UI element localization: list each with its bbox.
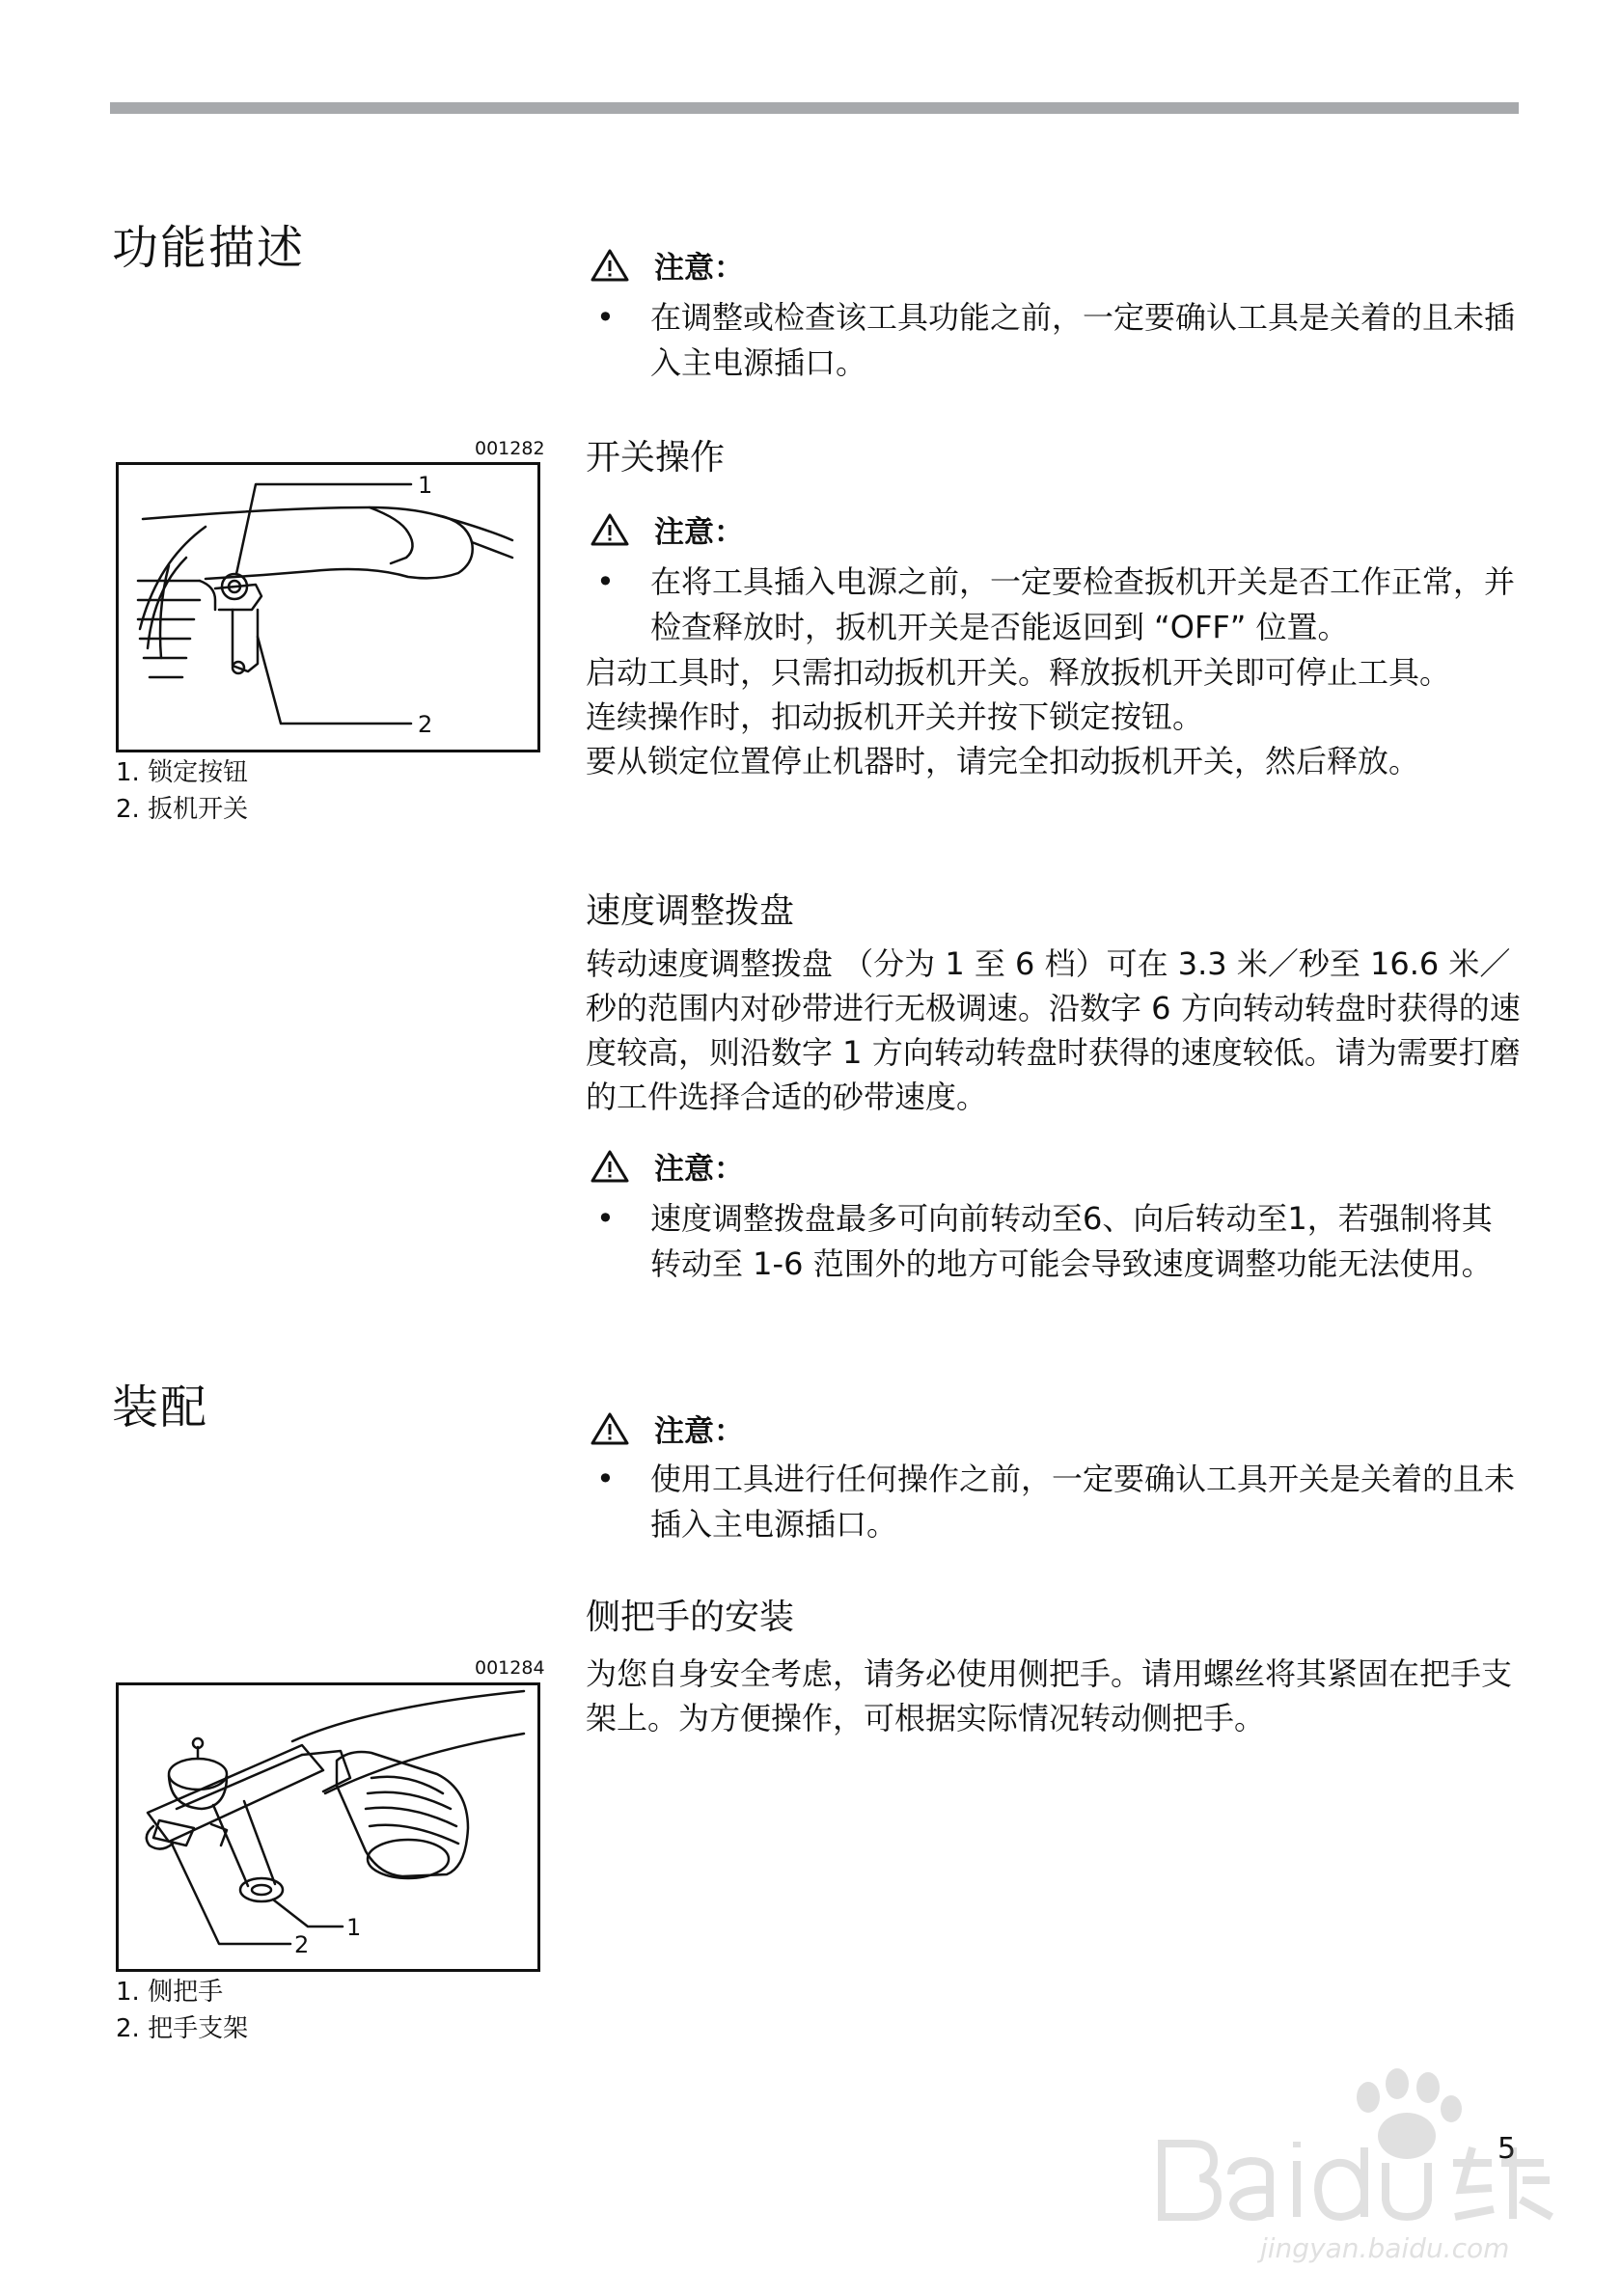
subsection-title-side-grip: 侧把手的安装 — [586, 1598, 795, 1637]
caution-heading-1 — [591, 243, 744, 287]
speed-dial-paragraph — [586, 942, 1522, 1119]
side-grip-text: 为您自身安全考虑，请务必使用侧把手。请用螺丝将其紧固在把手支架上。为方便操作，可根据实际情况转动侧把手。 — [586, 1655, 1513, 1736]
callout-number-1: 1 — [346, 1914, 362, 1941]
figure-code-1: 001282 — [475, 438, 545, 459]
caution-label: 注意： — [654, 1152, 744, 1187]
caution-bullet-3 — [591, 1196, 1523, 1287]
caption-lock-button: 1. 锁定按钮 — [116, 758, 249, 787]
figure-switch-illustration — [116, 462, 540, 752]
caution-text-2: 在将工具插入电源之前，一定要检查扳机开关是否工作正常，并检查释放时，扳机开关是否能返回到 “OFF” 位置。 — [650, 563, 1516, 645]
bullet-dot: • — [596, 563, 615, 600]
caution-bullet-1 — [591, 295, 1523, 386]
figure-caption-1 — [116, 754, 248, 828]
bullet-dot: • — [596, 1461, 615, 1497]
caution-heading-4 — [591, 1407, 744, 1450]
caution-heading-2 — [591, 507, 744, 551]
subsection-title-speed-dial: 速度调整拨盘 — [586, 891, 795, 931]
watermark-url: jingyan.baidu.com — [1260, 2232, 1510, 2264]
section-title-functional-description: 功能描述 — [112, 221, 306, 275]
side-grip-paragraph — [586, 1652, 1522, 1740]
subsection-title-switch-action: 开关操作 — [586, 438, 726, 478]
caution-label: 注意： — [654, 515, 744, 550]
caution-label: 注意： — [654, 251, 744, 286]
caution-text-4: 使用工具进行任何操作之前，一定要确认工具开关是关着的且未插入主电源插口。 — [650, 1461, 1516, 1543]
warning-icon — [591, 248, 629, 283]
caution-text-1: 在调整或检查该工具功能之前，一定要确认工具是关着的且未插入主电源插口。 — [650, 299, 1516, 381]
side-grip-drawing — [119, 1685, 537, 1969]
figure-code-2: 001284 — [475, 1657, 545, 1679]
baidu-watermark-logo — [1154, 2055, 1559, 2267]
callout-number-2: 2 — [418, 711, 433, 738]
switch-action-paragraphs — [586, 650, 1522, 783]
figure-side-grip-illustration — [116, 1682, 540, 1972]
top-rule — [110, 102, 1519, 114]
callout-number-1: 1 — [418, 472, 433, 499]
caption-side-grip: 1. 侧把手 — [116, 1978, 224, 2007]
switch-action-text-3: 要从锁定位置停止机器时，请完全扣动扳机开关，然后释放。 — [586, 743, 1420, 779]
tool-switch-drawing — [119, 465, 537, 750]
page-number: 5 — [1497, 2132, 1517, 2166]
caution-text-3: 速度调整拨盘最多可向前转动至6、向后转动至1，若强制将其转动至 1-6 范围外的地方可能会导致速度调整功能无法使用。 — [650, 1200, 1493, 1282]
warning-icon — [591, 1411, 629, 1446]
caution-heading-3 — [591, 1144, 744, 1188]
caption-trigger-switch: 2. 扳机开关 — [116, 795, 249, 824]
warning-icon — [591, 1149, 629, 1184]
speed-dial-text: 转动速度调整拨盘 （分为 1 至 6 档）可在 3.3 米／秒至 16.6 米／秒的范围内对砂带进行无极调速。沿数字 6 方向转动转盘时获得的速度较高，则沿数字 1 方向转动转盘时获得的速度较低。请为需要打磨的工件选择合适的砂带速度。 — [586, 945, 1521, 1115]
caution-bullet-4 — [591, 1457, 1523, 1547]
bullet-dot: • — [596, 299, 615, 336]
section-title-assembly: 装配 — [112, 1380, 209, 1435]
figure-caption-2 — [116, 1974, 248, 2047]
warning-icon — [591, 512, 629, 547]
bullet-dot: • — [596, 1200, 615, 1237]
caution-bullet-2 — [591, 560, 1523, 650]
switch-action-text-2: 连续操作时，扣动扳机开关并按下锁定按钮。 — [586, 698, 1204, 735]
caption-grip-holder: 2. 把手支架 — [116, 2014, 249, 2043]
switch-action-text-1: 启动工具时，只需扣动扳机开关。释放扳机开关即可停止工具。 — [586, 654, 1451, 691]
caution-label: 注意： — [654, 1414, 744, 1449]
callout-number-2: 2 — [294, 1931, 310, 1958]
